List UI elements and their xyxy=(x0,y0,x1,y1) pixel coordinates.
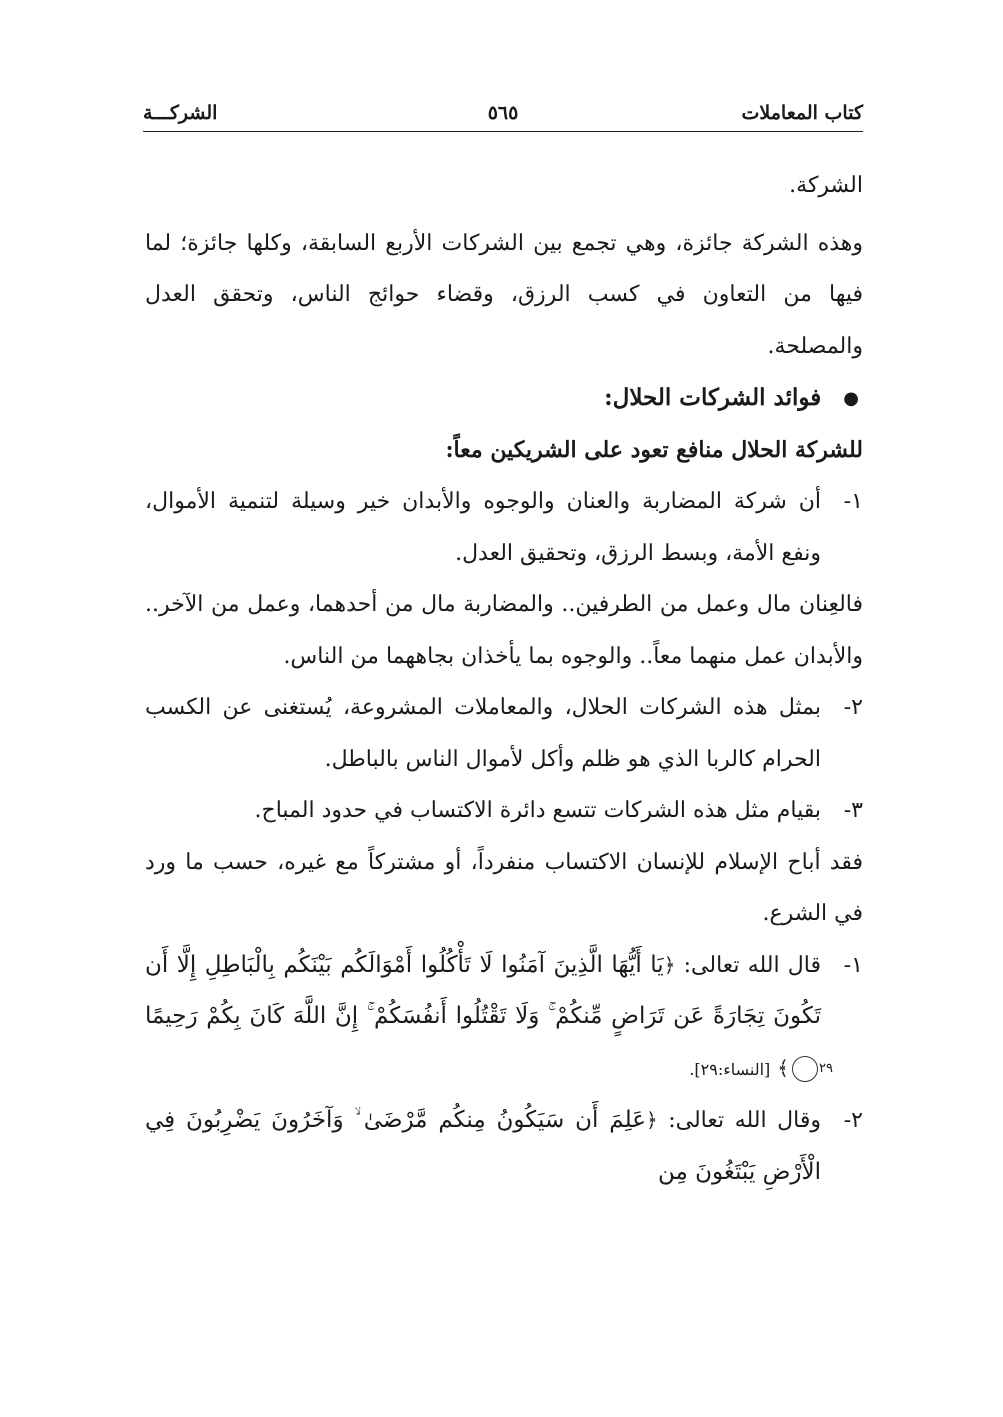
verse-intro: وقال الله تعالى: xyxy=(668,1108,821,1134)
verse-reference: [النساء:٢٩]. xyxy=(689,1059,771,1079)
ornate-bracket-close-icon: ﴾ xyxy=(777,1055,789,1080)
ayah-number-icon: ٢٩ xyxy=(792,1056,818,1082)
benefit-item-3 xyxy=(145,785,863,837)
paragraph-mixed-company: وهذه الشركة جائزة، وهي تجمع بين الشركات الأربع السابقة، وكلها جائزة؛ لما فيها من التعاون في كسب الرزق، وقضاء حوائج الناس، وتحقق العدل والمصلحة. xyxy=(145,230,863,359)
page-body xyxy=(145,160,863,1198)
header-rule xyxy=(143,131,863,132)
ornate-bracket-open-icon: ﴿ xyxy=(663,952,676,977)
bullet-icon: ● xyxy=(843,388,859,410)
quran-verse-text: عَلِمَ أَن سَيَكُونُ مِنكُم مَّرْضَىٰ ۙ وَآخَرُونَ يَضْرِبُونَ فِي الْأَرْضِ يَبْتَغُونَ مِن xyxy=(145,1107,821,1185)
explanation-paragraph: فالعِنان مال وعمل من الطرفين.. والمضاربة مال من أحدهما، وعمل من الآخر.. والأبدان عمل منهما معاً.. والوجوه بما يأخذان بجاههما من الناس. xyxy=(145,592,863,669)
benefit-item-2 xyxy=(145,682,863,785)
islam-permission-paragraph: فقد أباح الإسلام للإنسان الاكتساب منفرداً، أو مشتركاً مع غيره، حسب ما ورد في الشرع. xyxy=(145,849,863,927)
verse-item-2 xyxy=(145,1095,863,1198)
quran-verse-text: يَا أَيُّهَا الَّذِينَ آمَنُوا لَا تَأْكُلُوا أَمْوَالَكُم بَيْنَكُم بِالْبَاطِلِ إِلَّا أَن تَكُونَ تِجَارَةً عَن تَرَاضٍ مِّنكُمْ ۚ وَلَا تَقْتُلُوا أَنفُسَكُمْ ۚ إِنَّ اللَّهَ كَانَ بِكُمْ رَحِيمًا xyxy=(145,951,821,1030)
section-heading-text: فوائد الشركات الحلال: xyxy=(604,384,822,411)
continued-line: الشركة. xyxy=(789,173,863,198)
verse-number: ١- xyxy=(843,952,863,978)
page-number: ٥٦٥ xyxy=(487,102,519,124)
benefit-text: بمثل هذه الشركات الحلال، والمعاملات المشروعة، يُستغنى عن الكسب الحرام كالربا الذي هو ظلم وأكل لأموال الناس بالباطل. xyxy=(145,695,821,772)
benefit-number: ٣- xyxy=(843,798,863,824)
chapter-title: الشركـــة xyxy=(143,102,218,124)
verse-intro: قال الله تعالى: xyxy=(683,952,821,978)
benefit-item-1 xyxy=(145,476,863,579)
section-heading xyxy=(145,372,863,425)
ornate-bracket-open-icon: ﴿ xyxy=(645,1108,658,1133)
verse-number: ٢- xyxy=(843,1108,863,1134)
benefit-text: أن شركة المضاربة والعنان والوجوه والأبدان خير وسيلة لتنمية الأموال، ونفع الأمة، وبسط الرزق، وتحقيق العدل. xyxy=(145,489,821,566)
book-title: كتاب المعاملات xyxy=(741,102,863,124)
benefit-number: ١- xyxy=(843,489,863,515)
benefit-text: بقيام مثل هذه الشركات تتسع دائرة الاكتساب في حدود المباح. xyxy=(254,798,821,824)
sub-heading: للشركة الحلال منافع تعود على الشريكين معاً: xyxy=(445,436,863,463)
page-header xyxy=(143,100,863,132)
verse-item-1 xyxy=(145,940,863,1096)
benefit-number: ٢- xyxy=(843,695,863,721)
